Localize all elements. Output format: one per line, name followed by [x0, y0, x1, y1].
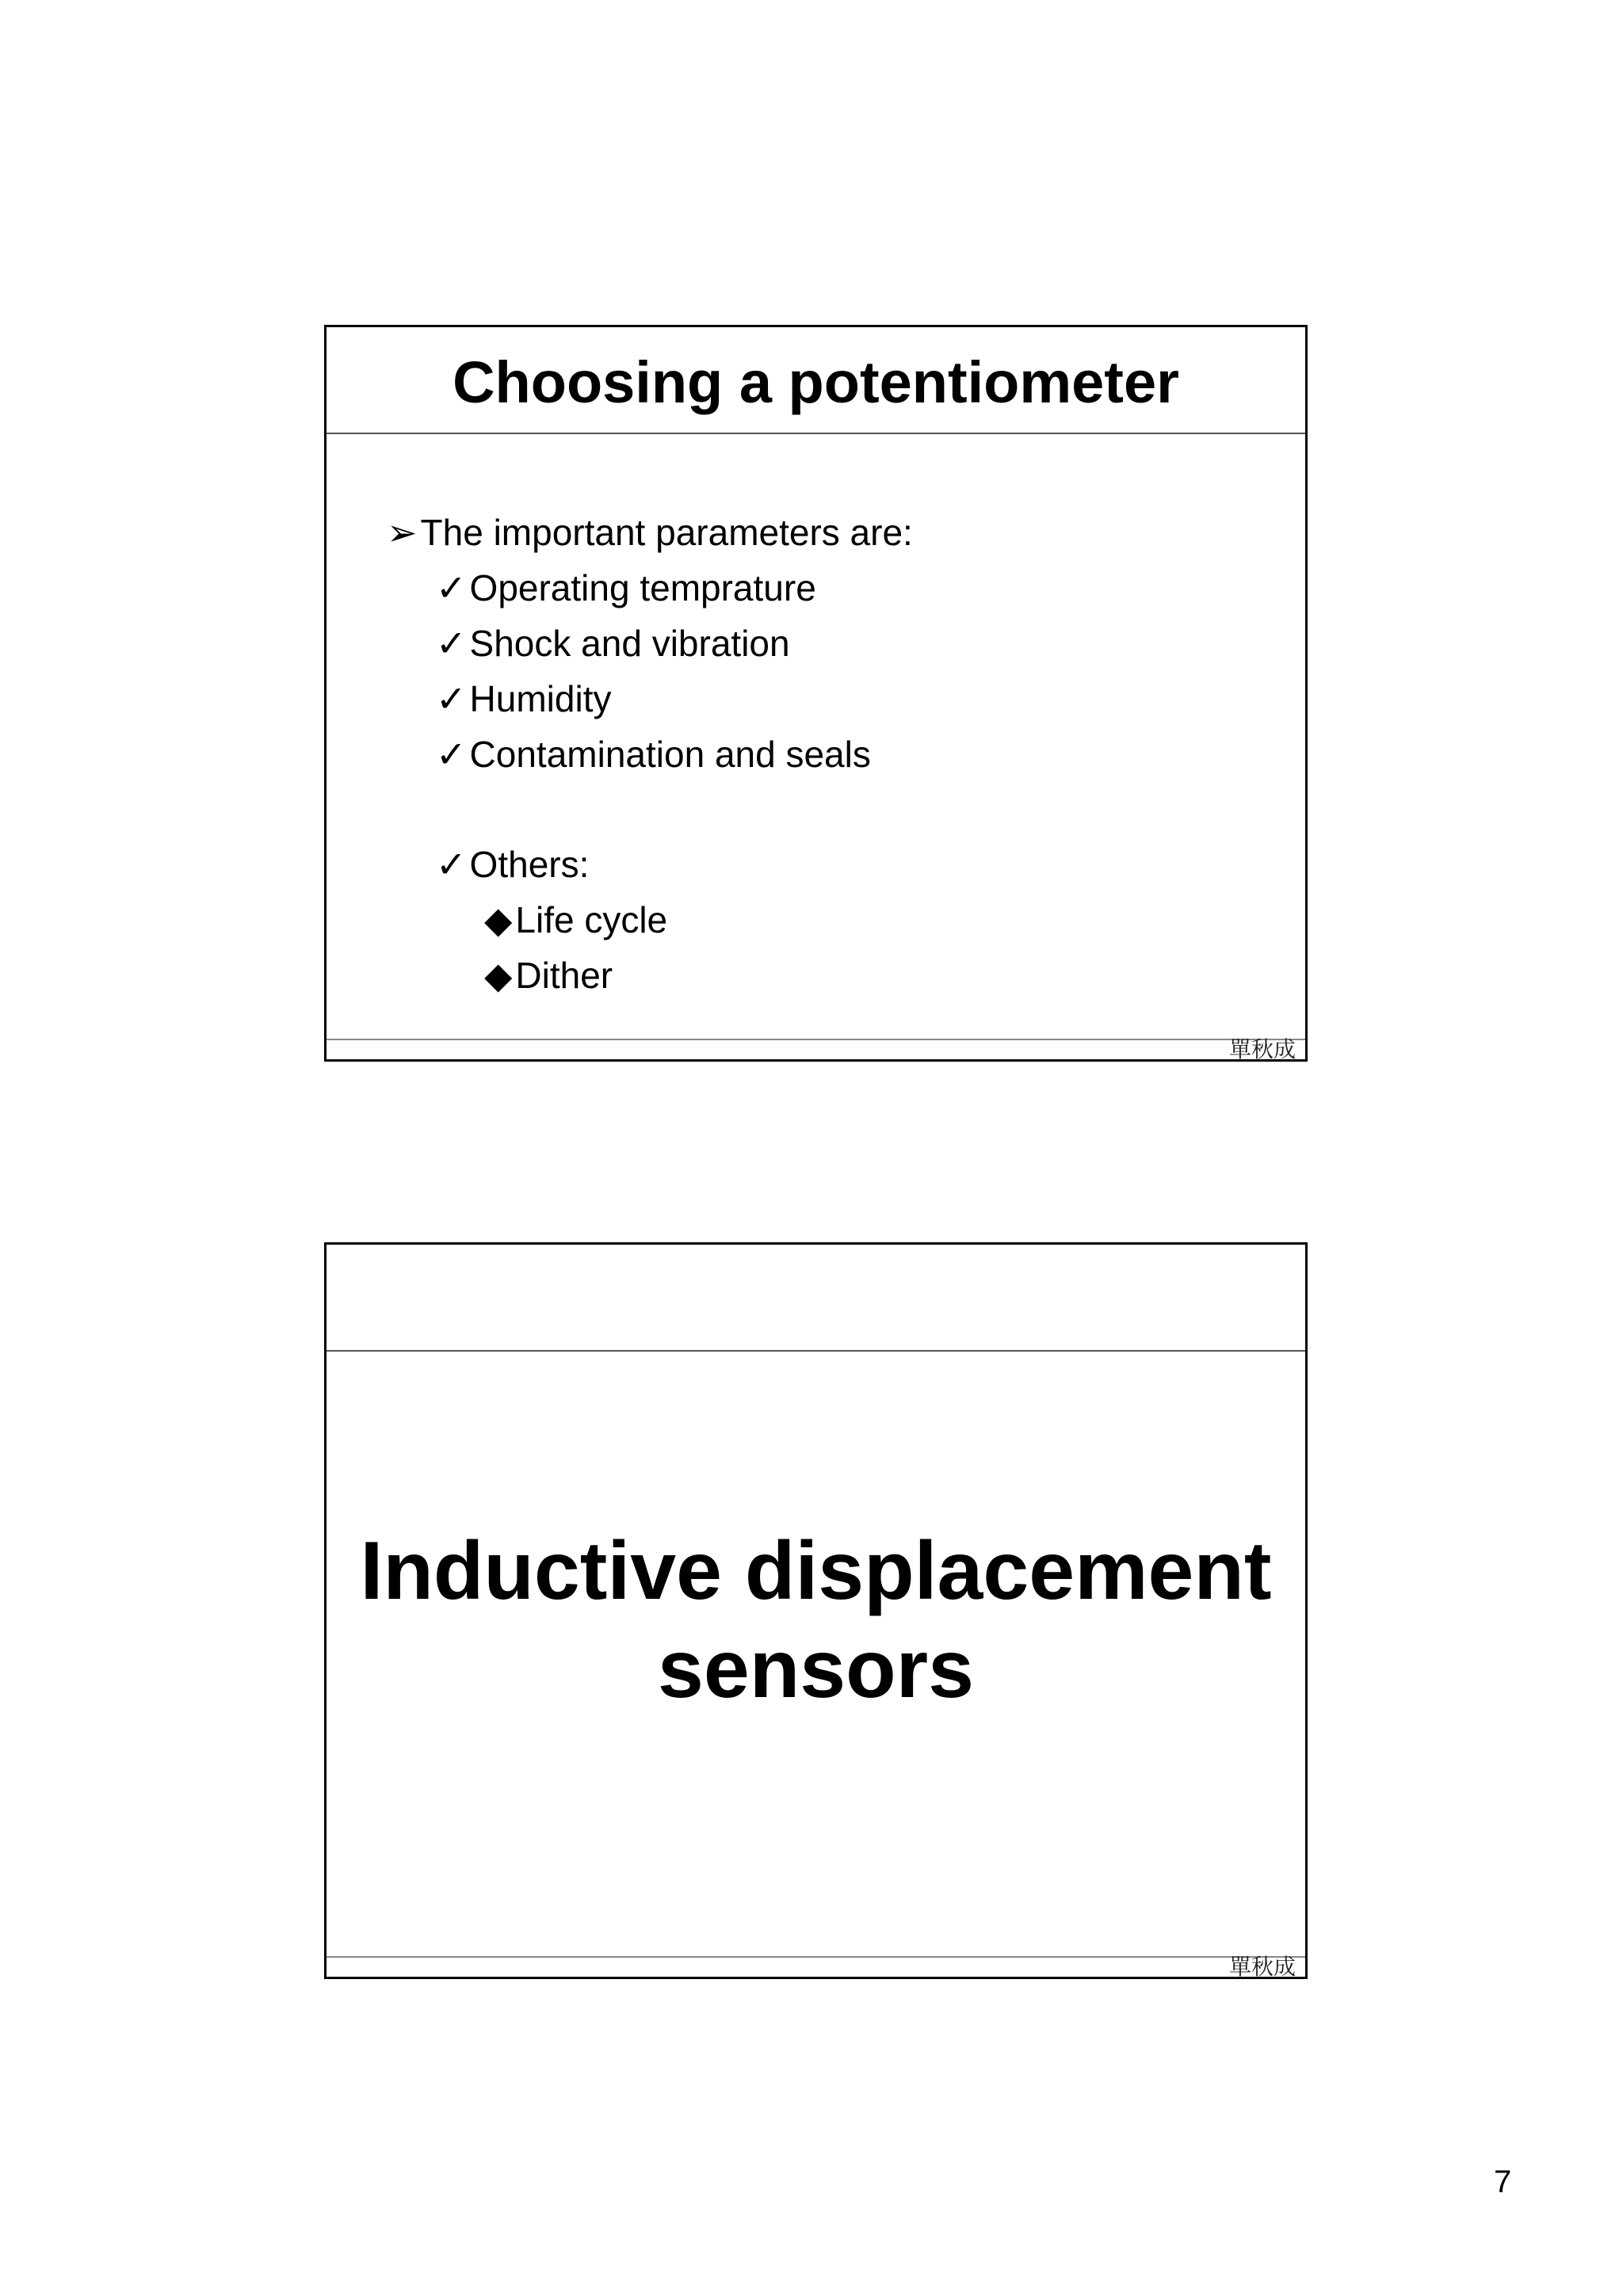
- section-title: [327, 1522, 1305, 1718]
- checkmark-icon: ✓: [436, 844, 467, 885]
- checklist-item: [436, 727, 871, 782]
- diamond-bullet-icon: ◆: [484, 899, 513, 940]
- checklist-item: [436, 560, 816, 616]
- checkmark-icon: ✓: [436, 678, 467, 719]
- sub-bullet-item: [484, 892, 667, 948]
- checklist-item: [436, 671, 611, 727]
- checklist-item-text: Contamination and seals: [469, 734, 871, 775]
- slide-title: Choosing a potentiometer: [453, 349, 1179, 415]
- section-title-line-1: Inductive displacement: [360, 1525, 1272, 1617]
- footer-divider: [327, 1039, 1305, 1040]
- checkmark-icon: ✓: [436, 734, 467, 775]
- slide-inductive-sensors: [324, 1242, 1308, 1979]
- sub-bullet-item: [484, 948, 613, 1003]
- checkmark-icon: ✓: [436, 567, 467, 608]
- arrow-bullet-icon: ➢: [387, 512, 418, 553]
- slide-choosing-potentiometer: [324, 325, 1308, 1062]
- checklist-item-text: Shock and vibration: [469, 623, 790, 664]
- checklist-item-text: Others:: [469, 844, 590, 885]
- page-number: 7: [1494, 2164, 1512, 2199]
- bullet-intro: [387, 505, 913, 560]
- checklist-item: [436, 616, 790, 671]
- footer-author: 單秋成: [1228, 1954, 1296, 1980]
- sub-bullet-text: Life cycle: [515, 899, 668, 940]
- bullet-text: The important parameters are:: [420, 512, 913, 553]
- slide-title-area: [327, 1245, 1305, 1352]
- footer-author: 單秋成: [1228, 1036, 1296, 1062]
- slide-title-area: [327, 327, 1305, 434]
- checklist-item-text: Operating temprature: [469, 567, 816, 608]
- section-title-line-2: sensors: [658, 1623, 974, 1715]
- checkmark-icon: ✓: [436, 623, 467, 664]
- diamond-bullet-icon: ◆: [484, 955, 513, 996]
- checklist-item: [436, 837, 589, 892]
- footer-divider: [327, 1956, 1305, 1958]
- sub-bullet-text: Dither: [515, 955, 613, 996]
- checklist-item-text: Humidity: [469, 678, 612, 719]
